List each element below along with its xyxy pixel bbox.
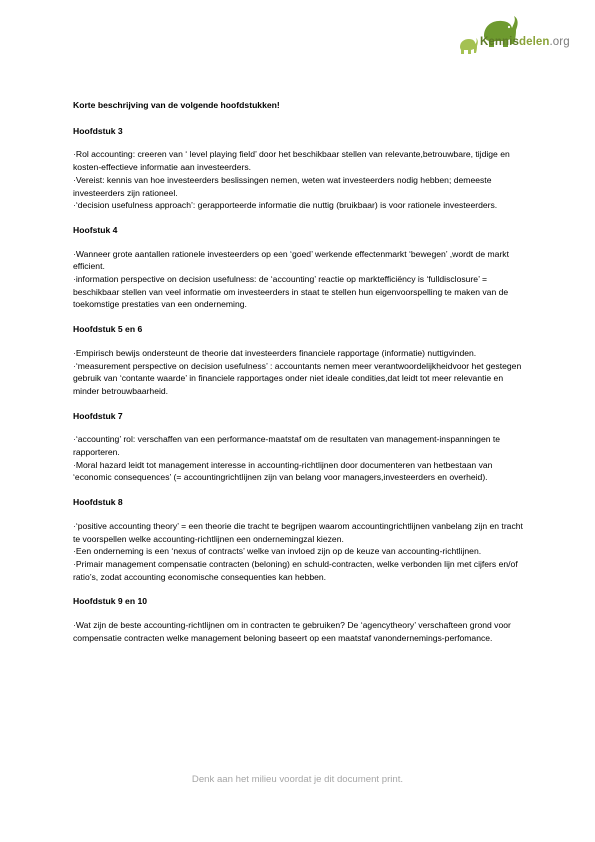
- bullet-paragraph: ·‘decision usefulness approach’: gerapporteerde informatie die nuttig (bruikbaar) is voor rationele investeerders.: [73, 200, 498, 211]
- footer-note: Denk aan het milieu voordat je dit document print.: [191, 774, 404, 785]
- section-hoofdstuk-3: [73, 125, 523, 212]
- logo-text-org: .org: [549, 36, 570, 48]
- section-hoofdstuk-8: [73, 496, 523, 583]
- section-title: Hoofdstuk 8: [73, 497, 123, 508]
- section-title: Hoofdstuk 7: [73, 410, 123, 421]
- section-title: Hoofdstuk 5 en 6: [73, 324, 143, 335]
- bullet-paragraph: ·Empirisch bewijs ondersteunt de theorie dat investeerders financiele rapportage (informatie) nuttigvinden.: [73, 347, 477, 358]
- section-hoofdstuk-9-en-10: [73, 595, 523, 644]
- section-title: Hoofdstuk 3: [73, 125, 123, 136]
- bullet-paragraph: ·‘positive accounting theory’ = een theorie die tracht te begrijpen waarom accountingrichtlijnen vanbelang zijn en tracht te voorspellen welke accounting-richtlijnen een ondernemingzal kiezen.: [73, 520, 523, 544]
- bullet-paragraph: ·Wat zijn de beste accounting-richtlijnen om in contracten te gebruiken? De ‘agencytheory’ verschafteen grond voor compensatie contracten welke management beloning baseert op een maatstaf vanondernemings-perfomance.: [73, 620, 511, 643]
- section-hoofdstuk-7: [73, 410, 523, 485]
- bullet-paragraph: ·Moral hazard leidt tot management interesse in accounting-richtlijnen door documenteren van hetbestaan van ‘economic consequences’ (= accountingrichtlijnen zijn van belang voor managers,investeerders en overheid).: [73, 459, 493, 483]
- bullet-paragraph: ·‘measurement perspective on decision usefulness’ : accountants nemen meer verantwoordelijkheidvoor het gestegen gebruik van ‘contante waarde’ in financiele rapportages onder niet ideale condities,dat leidt tot meer relevantie en minder betrouwbaarheid.: [73, 360, 522, 396]
- intro-heading: Korte beschrijving van de volgende hoofdstukken!: [73, 100, 280, 110]
- logo-wordmark: [480, 36, 570, 48]
- section-hoofdstuk-5-en-6: [73, 323, 523, 398]
- bullet-paragraph: ·Vereist: kennis van hoe investeerders beslissingen nemen, weten wat investeerders nodig hebben; demeeste investeerders zijn rationeel.: [73, 174, 492, 198]
- kennisdelen-logo: [456, 14, 576, 60]
- bullet-paragraph: ·Wanneer grote aantallen rationele investeerders op een ‘goed’ werkende effectenmarkt ‘bewegen’ ,wordt de markt efficient.: [73, 248, 509, 272]
- section-hoofstuk-4: [73, 224, 523, 311]
- bullet-paragraph: ·Primair management compensatie contracten (beloning) en schuld-contracten, welke verbonden lijn met cijfers en/of ratio’s, zodat accounting economische consequenties kan hebben.: [73, 558, 518, 582]
- bullet-paragraph: ·information perspective on decision usefulness: de ‘accounting’ reactie op marktefficiëncy is ‘fulldisclosure’ = beschikbaar stellen van veel informatie om investeerders in staat te stellen hun eigenvoorspelling te maken van de toekomstige prestaties van een onderneming.: [73, 274, 509, 310]
- bullet-paragraph: ·Rol accounting: creeren van ‘ level playing field’ door het beschikbaar stellen van relevante,betrouwbare, tijdige en kosten-effectieve informatie aan investeerders.: [73, 149, 510, 173]
- bullet-paragraph: ·Een onderneming is een ‘nexus of contracts’ welke van invloed zijn op de keuze van accounting-richtlijnen.: [73, 546, 482, 557]
- logo-text-delen: delen: [518, 36, 550, 48]
- bullet-paragraph: ·‘accounting’ rol: verschaffen van een performance-maatstaf om de resultaten van management-inspanningen te rapporteren.: [73, 434, 501, 458]
- logo-text-kennis: Kennis: [480, 36, 519, 48]
- section-title: Hoofstuk 4: [73, 224, 118, 235]
- document-body: [73, 99, 523, 657]
- section-title: Hoofdstuk 9 en 10: [73, 596, 148, 607]
